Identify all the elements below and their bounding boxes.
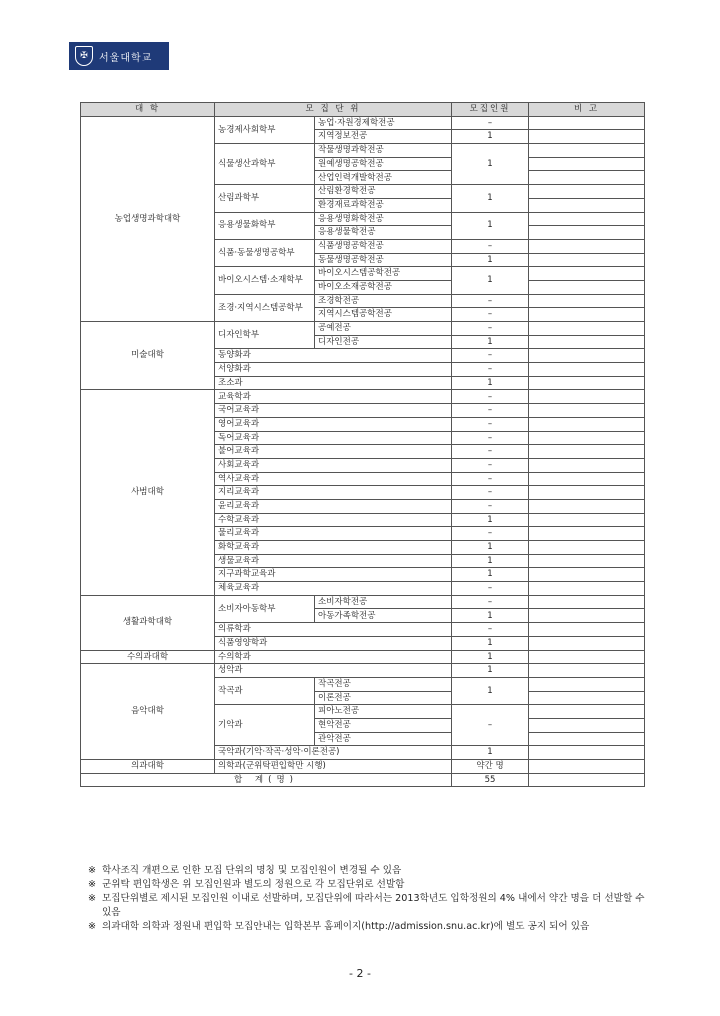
department-cell: 조소과 <box>215 376 452 390</box>
quota-cell: – <box>452 322 529 336</box>
remark-cell <box>529 568 645 582</box>
quota-cell: 약간 명 <box>452 760 529 774</box>
quota-cell: 1 <box>452 664 529 678</box>
note-text: 군위탁 편입학생은 위 모집인원과 별도의 정원으로 각 모집단위로 선발함 <box>102 879 405 890</box>
remark-cell <box>529 349 645 363</box>
department-cell: 산림과학부 <box>215 185 315 212</box>
quota-cell: – <box>452 458 529 472</box>
college-cell: 생활과학대학 <box>81 595 215 650</box>
table-body <box>81 116 645 787</box>
header-college: 대 학 <box>81 103 215 117</box>
quota-cell: – <box>452 582 529 596</box>
quota-cell: – <box>452 472 529 486</box>
remark-cell <box>529 198 645 212</box>
quota-cell: 1 <box>452 376 529 390</box>
department-cell: 역사교육과 <box>215 472 452 486</box>
table-row <box>81 595 645 609</box>
remark-cell <box>529 691 645 705</box>
quota-cell: 1 <box>452 130 529 144</box>
quota-cell: 1 <box>452 253 529 267</box>
remark-cell <box>529 363 645 377</box>
major-cell: 조경학전공 <box>315 294 452 308</box>
remark-cell <box>529 445 645 459</box>
department-cell: 지구과학교육과 <box>215 568 452 582</box>
major-cell: 원예생명공학전공 <box>315 157 452 171</box>
quota-cell: 1 <box>452 609 529 623</box>
quota-cell: 1 <box>452 267 529 294</box>
total-label: 합 계(명) <box>81 773 452 787</box>
remark-cell <box>529 185 645 199</box>
quota-cell: – <box>452 527 529 541</box>
note-mark: ※ <box>88 921 97 932</box>
note-item <box>88 892 648 920</box>
table-row <box>81 390 645 404</box>
remark-cell <box>529 322 645 336</box>
remark-cell <box>529 294 645 308</box>
department-cell: 사회교육과 <box>215 458 452 472</box>
remark-cell <box>529 253 645 267</box>
note-mark: ※ <box>88 893 97 904</box>
college-cell: 미술대학 <box>81 322 215 390</box>
note-text: 의과대학 의학과 정원내 편입학 모집안내는 입학본부 홈페이지(http://admission.snu.ac.kr)에 별도 공지 되어 있음 <box>102 921 590 932</box>
remark-cell <box>529 527 645 541</box>
college-cell: 사범대학 <box>81 390 215 595</box>
quota-cell: – <box>452 390 529 404</box>
remark-cell <box>529 499 645 513</box>
quota-cell: – <box>452 431 529 445</box>
quota-cell: 1 <box>452 554 529 568</box>
note-item <box>88 920 648 934</box>
major-cell: 농업·자원경제학전공 <box>315 116 452 130</box>
quota-cell: – <box>452 445 529 459</box>
remark-cell <box>529 705 645 719</box>
remark-cell <box>529 773 645 787</box>
major-cell: 산업인력개발학전공 <box>315 171 452 185</box>
major-cell: 산림환경학전공 <box>315 185 452 199</box>
department-cell: 윤리교육과 <box>215 499 452 513</box>
quota-cell: 1 <box>452 513 529 527</box>
remark-cell <box>529 582 645 596</box>
remark-cell <box>529 308 645 322</box>
quota-cell: 1 <box>452 335 529 349</box>
remark-cell <box>529 226 645 240</box>
college-cell: 의과대학 <box>81 760 215 774</box>
quota-cell: 1 <box>452 541 529 555</box>
department-cell: 독어교육과 <box>215 431 452 445</box>
remark-cell <box>529 486 645 500</box>
note-text: 모집단위별로 제시된 모집인원 이내로 선발하며, 모집단위에 따라서는 2013학년도 입학정원의 4% 내에서 약간 명을 더 선발할 수 있음 <box>102 893 645 918</box>
remark-cell <box>529 376 645 390</box>
remark-cell <box>529 595 645 609</box>
total-quota: 55 <box>452 773 529 787</box>
quota-cell: – <box>452 623 529 637</box>
quota-cell: – <box>452 116 529 130</box>
quota-cell: 1 <box>452 144 529 185</box>
quota-cell: 1 <box>452 677 529 704</box>
major-cell: 소비자학전공 <box>315 595 452 609</box>
department-cell: 체육교육과 <box>215 582 452 596</box>
remark-cell <box>529 513 645 527</box>
table-row <box>81 650 645 664</box>
major-cell: 응용생명화학전공 <box>315 212 452 226</box>
department-cell: 성악과 <box>215 664 452 678</box>
total-row <box>81 773 645 787</box>
department-cell: 기악과 <box>215 705 315 746</box>
note-text: 학사조직 개편으로 인한 모집 단위의 명칭 및 모집인원이 변경될 수 있음 <box>102 865 402 876</box>
quota-cell: – <box>452 595 529 609</box>
department-cell: 국악과(기악·작곡·성악·이론전공) <box>215 746 452 760</box>
major-cell: 응용생물학전공 <box>315 226 452 240</box>
university-name: 서울대학교 <box>99 52 153 64</box>
quota-cell: – <box>452 308 529 322</box>
quota-cell: 1 <box>452 650 529 664</box>
remark-cell <box>529 718 645 732</box>
quota-cell: – <box>452 499 529 513</box>
remark-cell <box>529 335 645 349</box>
remark-cell <box>529 280 645 294</box>
remark-cell <box>529 732 645 746</box>
table-row <box>81 322 645 336</box>
major-cell: 이론전공 <box>315 691 452 705</box>
department-cell: 화학교육과 <box>215 541 452 555</box>
remark-cell <box>529 636 645 650</box>
department-cell: 디자인학부 <box>215 322 315 349</box>
remark-cell <box>529 157 645 171</box>
major-cell: 아동가족학전공 <box>315 609 452 623</box>
quota-cell: – <box>452 363 529 377</box>
college-cell: 수의과대학 <box>81 650 215 664</box>
quota-cell: – <box>452 417 529 431</box>
remark-cell <box>529 554 645 568</box>
department-cell: 동양화과 <box>215 349 452 363</box>
department-cell: 의류학과 <box>215 623 452 637</box>
page-number: - 2 - <box>349 967 371 980</box>
department-cell: 생물교육과 <box>215 554 452 568</box>
remark-cell <box>529 472 645 486</box>
table-header <box>81 103 645 117</box>
remark-cell <box>529 746 645 760</box>
remark-cell <box>529 390 645 404</box>
university-emblem-icon: ✠ <box>75 46 93 66</box>
department-cell: 조경·지역시스템공학부 <box>215 294 315 321</box>
header-unit: 모 집 단 위 <box>215 103 452 117</box>
department-cell: 바이오시스템·소재학부 <box>215 267 315 294</box>
major-cell: 바이오소재공학전공 <box>315 280 452 294</box>
note-mark: ※ <box>88 865 97 876</box>
major-cell: 작물생명과학전공 <box>315 144 452 158</box>
remark-cell <box>529 130 645 144</box>
major-cell: 피아노전공 <box>315 705 452 719</box>
remark-cell <box>529 609 645 623</box>
notes-section <box>88 864 648 934</box>
department-cell: 식품영양학과 <box>215 636 452 650</box>
remark-cell <box>529 623 645 637</box>
quota-cell: – <box>452 404 529 418</box>
remark-cell <box>529 760 645 774</box>
department-cell: 불어교육과 <box>215 445 452 459</box>
major-cell: 디자인전공 <box>315 335 452 349</box>
remark-cell <box>529 144 645 158</box>
department-cell: 서양화과 <box>215 363 452 377</box>
quota-cell: – <box>452 486 529 500</box>
department-cell: 국어교육과 <box>215 404 452 418</box>
department-cell: 교육학과 <box>215 390 452 404</box>
table-row <box>81 664 645 678</box>
remark-cell <box>529 116 645 130</box>
department-cell: 소비자아동학부 <box>215 595 315 622</box>
remark-cell <box>529 171 645 185</box>
department-cell: 식품·동물생명공학부 <box>215 239 315 266</box>
remark-cell <box>529 677 645 691</box>
quota-cell: – <box>452 294 529 308</box>
department-cell: 영어교육과 <box>215 417 452 431</box>
quota-cell: – <box>452 705 529 746</box>
note-item <box>88 864 648 878</box>
remark-cell <box>529 458 645 472</box>
remark-cell <box>529 267 645 281</box>
department-cell: 응용생물화학부 <box>215 212 315 239</box>
department-cell: 작곡과 <box>215 677 315 704</box>
major-cell: 환경재료과학전공 <box>315 198 452 212</box>
remark-cell <box>529 417 645 431</box>
major-cell: 작곡전공 <box>315 677 452 691</box>
table-row <box>81 116 645 130</box>
quota-cell: 1 <box>452 185 529 212</box>
table-row <box>81 760 645 774</box>
header-quota: 모집인원 <box>452 103 529 117</box>
quota-cell: 1 <box>452 568 529 582</box>
department-cell: 지리교육과 <box>215 486 452 500</box>
department-cell: 물리교육과 <box>215 527 452 541</box>
college-cell: 음악대학 <box>81 664 215 760</box>
header-remark: 비 고 <box>529 103 645 117</box>
remark-cell <box>529 541 645 555</box>
quota-cell: 1 <box>452 212 529 239</box>
remark-cell <box>529 664 645 678</box>
major-cell: 바이오시스템공학전공 <box>315 267 452 281</box>
major-cell: 공예전공 <box>315 322 452 336</box>
remark-cell <box>529 212 645 226</box>
quota-cell: 1 <box>452 636 529 650</box>
note-item <box>88 878 648 892</box>
major-cell: 지역시스템공학전공 <box>315 308 452 322</box>
remark-cell <box>529 239 645 253</box>
major-cell: 지역정보전공 <box>315 130 452 144</box>
remark-cell <box>529 404 645 418</box>
major-cell: 동물생명공학전공 <box>315 253 452 267</box>
remark-cell <box>529 650 645 664</box>
quota-cell: 1 <box>452 746 529 760</box>
quota-cell: – <box>452 349 529 363</box>
department-cell: 농경제사회학부 <box>215 116 315 143</box>
recruitment-table <box>80 102 645 787</box>
department-cell: 수의학과 <box>215 650 452 664</box>
major-cell: 관악전공 <box>315 732 452 746</box>
university-logo <box>69 42 169 70</box>
major-cell: 식품생명공학전공 <box>315 239 452 253</box>
department-cell: 수학교육과 <box>215 513 452 527</box>
department-cell: 의학과(군위탁편입학만 시행) <box>215 760 452 774</box>
department-cell: 식물생산과학부 <box>215 144 315 185</box>
note-mark: ※ <box>88 879 97 890</box>
major-cell: 현악전공 <box>315 718 452 732</box>
college-cell: 농업생명과학대학 <box>81 116 215 321</box>
remark-cell <box>529 431 645 445</box>
quota-cell: – <box>452 239 529 253</box>
